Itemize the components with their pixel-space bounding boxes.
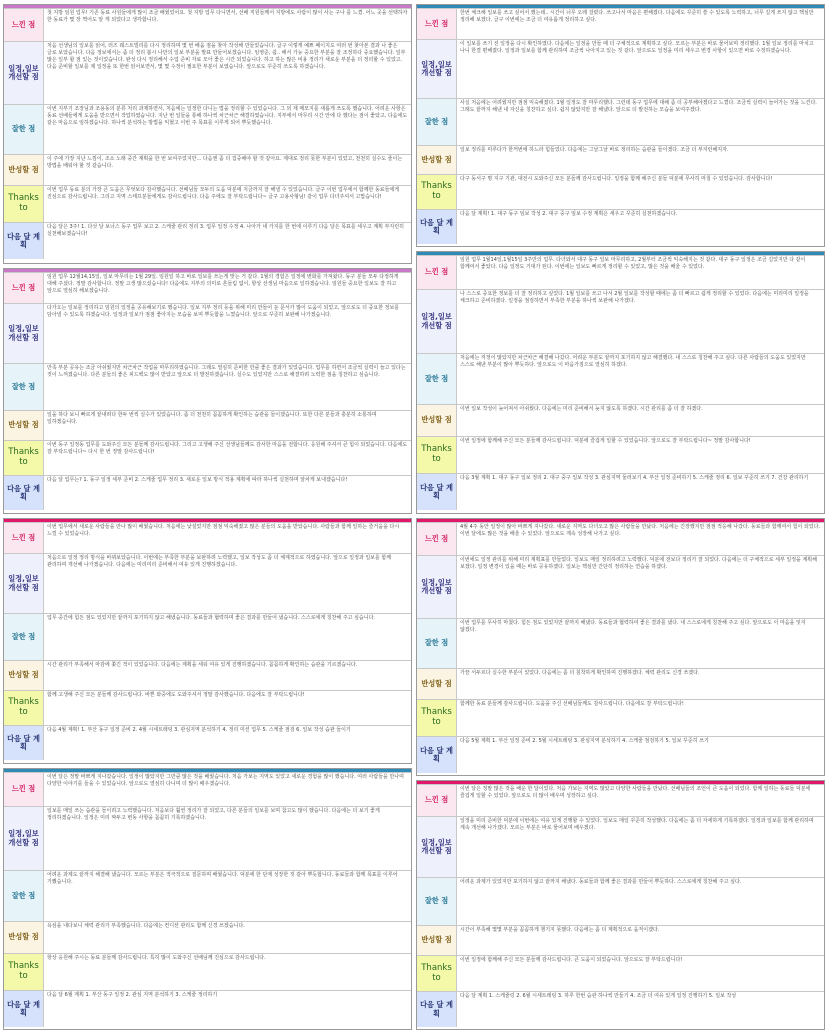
row-content: 시간 관리가 부족해서 마감에 쫓긴 적이 있었습니다. 다음에는 계획을 세워 여유 있게 진행하겠습니다. 꼼꼼하게 확인하는 습관을 기르겠습니다. [47,662,358,668]
retro-row-good [4,772,411,806]
row-content: 이번 업무에서 새로운 사람들을 만나 많이 배웠습니다. 처음에는 낯설었지만 점점 익숙해졌고 많은 분들의 도움을 받았습니다. 사람들과 함께 일하는 즐거움을 다시 느낄 수 있었습니다. [47,524,400,538]
row-content: 한번 체크해 일보를 쓰고 싶어서 했는데.. 시간이 너무 오래 걸렸다. 쓰고나서 마음은 편해졌다. 다음에도 꾸준히 쓸 수 있도록 노력하고, 너무 길게 쓰지 않고 핵심만 정리해 보겠다. 글구 이번에는 조금 더 여유롭게 정리하고 싶다. [460,10,814,24]
retro-row-plan [417,555,824,618]
retro-row-thanks [417,955,824,991]
row-content: 다음 달 6월 계획 1. 부산 동구 일정 2. 관심 지역 분석하기 3. 스케줄 정리하기 [47,992,218,998]
row-content: 다음 4월 계획! 1. 부산 동구 일정 준비 2. 4월 시세트레팅 3. 관심지역 분석하기 4. 정리 미션 업무 5. 스케줄 점검 6. 일보 작성 습관 들이기 [47,727,351,733]
row-label: 다음 달 계획 [417,737,457,773]
row-label: 잘한 점 [417,878,457,925]
row-content: 이 일보를 쓰기 전 일정을 다시 확인하였다. 다음에는 일정을 만들 때 더 구체적으로 계획하고 싶다. 모르는 부분은 바로 물어보며 정리했다. 1월 일보 정리를 마치고 나니 한결 편해졌다. 일정과 일보를 함께 관리하며 조금씩 나아지고 있는 것 같다. 앞으로도 일정을 미리 세우고 변경 사항이 있으면 바로 수정하겠습니다. [460,41,814,55]
row-content: 다음 5월 계획 1. 부산 일정 준비 2. 5월 시세트레팅 3. 관심지역 분석하기 4. 스케줄 점검하기 5. 일보 꾸준히 쓰기 [460,738,709,744]
row-content: 일보를 매일 쓰는 습관을 들이려고 노력했습니다. 처음보다 훨씬 정리가 잘 되었고, 다른 분들의 일보를 보며 참고도 많이 했습니다. 다음에는 더 보기 좋게 정리하겠습니다. 일정은 미리 짜두고 변동 사항을 꼼꼼히 기록하겠습니다. [47,808,380,822]
row-label: 느낀 점 [4,773,44,806]
retro-row-praise [4,870,411,921]
row-content: 사실 처음에는 어려웠지만 점점 익숙해졌다. 1월 일정도 잘 마무리했다. 그런데 동구 업무에 대해 좀 더 공부해야겠다고 느꼈다. 조금씩 실력이 늘어가는 것을 느낀다. 그래도 끝까지 해낸 내 자신을 칭찬하고 싶다. 쉽지 않았지만 잘 해냈다. 앞으로 더 발전하는 모습을 보여주겠다. [460,100,817,114]
retro-row-reflect [4,660,411,690]
row-label: 느낀 점 [4,523,44,553]
retro-row-praise [417,98,824,145]
row-label: Thanks to [417,175,457,209]
row-label: 반성할 점 [417,146,457,174]
retro-row-thanks [4,440,411,475]
row-label: 일정,일보 개선할 점 [417,40,457,98]
row-content: 이번 일보 작성이 늦어져서 아쉬웠다. 다음에는 미리 준비해서 늦지 않도록 하겠다. 시간 관리를 좀 더 잘 하겠다. [460,406,703,412]
row-label: Thanks to [4,186,44,222]
retro-row-next [4,222,411,259]
row-content: 함께한 동료 분들께 감사드립니다. 도움을 주신 선배님들께도 감사드립니다. 다음에도 잘 부탁드립니다! [460,701,684,707]
row-content: 처음으로 일정 정리 방식을 바꿔보았습니다. 이번에는 부족한 부분을 보완하려 노력했고, 일보 작성도 좀 더 체계적으로 하였습니다. 앞으로 일정과 일보를 함께 관리하며 개선해 나가겠습니다. 다음에는 미리미리 준비해서 여유 있게 진행하겠습니다. [47,555,392,569]
retro-row-reflect [4,921,411,953]
row-content: 함께 고생해 주신 모든 분들께 감사드립니다. 바쁜 와중에도 도와주셔서 정말 감사했습니다. 다음에도 잘 부탁드립니다! [47,692,305,698]
retro-row-good [417,255,824,289]
retro-row-reflect [4,410,411,440]
row-label: 느낀 점 [4,9,44,41]
row-content: 다음 달 계획 1. 스케줄링 2. 6월 시세트레팅 3. 하루 한번 습관 하나씩 만들기 4. 조금 더 여유 있게 일정 진행하기 5. 일보 작성 [460,993,737,999]
retro-row-next [4,725,411,760]
retro-row-plan [417,39,824,98]
retro-row-praise [4,104,411,154]
row-content: 이 주에 가장 지난 느낌이, 조소 노래 중간 계획을 한 번 보여주었지만... 다음엔 좀 더 집중해야 할 것 같아요. 제대로 정리 못한 부분이 있었고, 천천히 실수도 줄이는 방법을 배워야 할 것 같습니다. [47,156,403,170]
week-card [416,4,825,247]
row-content: 이번 일정에 함께해 주신 모든 분들께 감사드립니다. 덕분에 즐겁게 일할 수 있었습니다. 앞으로도 잘 부탁드립니다~ 정말 감사합니다! [460,438,751,444]
row-label: 일정,일보 개선할 점 [4,807,44,870]
row-content: 이번 업무를 무사히 마쳤다. 힘든 점도 있었지만 끝까지 해냈다. 동료들과 협력하여 좋은 결과를 냈다. 내 스스로에게 칭찬해 주고 싶다. 앞으로도 이 마음을 잊지 않겠다. [460,620,806,634]
row-content: 다음 달 계획! 1. 대구 동구 임보 작성 2. 대구 중구 임보 수정 계획은 세우고 꾸준히 실천하겠습니다. [460,211,678,217]
retro-row-thanks [417,174,824,209]
row-content: 다구 동서구 명 지구 기관, 대전시 도와주신 모든 분들께 감사드립니다. 일정을 함께 해주신 분들 덕분에 무사히 마칠 수 있었습니다. 감사합니다! [460,176,773,182]
row-label: 다음 달 계획 [4,223,44,259]
row-content: 이번 업무 동료 분의 가장 큰 도움은 무엇보다 감사했습니다. 선배님들 모두의 도움 덕분에 지금까지 잘 해낼 수 있었습니다. 글구 이번 업무에서 함께한 동료들에게 진심으로 감사드립니다. 그리고 지역 스태프분들에게도 감사드립니다. 다음 주에도 잘 부탁드립니다~ 글구 고용사형님! 같이 업무 다녀주셔서 고맙습니다! [47,187,400,201]
week-card [3,768,412,1030]
row-content: 다음 3월 계획 1. 대구 동구 일보 정리 2. 대구 중구 일보 작성 3. 관심지역 둘러보기 4. 부산 일정 준비하기 5. 스케줄 정리 6. 일보 꾸준히 쓰기 7. 건강 관리하기 [460,475,809,481]
row-label: 다음 달 계획 [417,210,457,244]
row-label: 느낀 점 [417,785,457,816]
row-label: 다음 달 계획 [417,474,457,510]
retro-row-praise [4,363,411,410]
row-content: 만족 부분 공유는 조금 아쉬웠지만 차근차근 작업을 마무리하였습니다. 그래도 열심히 준비한 만큼 좋은 결과가 있었습니다. 업무를 하면서 조금씩 실력이 늘고 있다는 것이 느껴졌습니다. 다른 분들의 좋은 피드백도 많이 받았고 앞으로 더 발전하겠습니다. 실수도 있었지만 스스로 해결하려 노력한 점을 칭찬하고 싶습니다. [47,365,406,379]
retro-row-good [417,522,824,555]
retro-row-plan [4,41,411,104]
retro-row-plan [4,553,411,613]
row-label: Thanks to [4,441,44,475]
row-label: Thanks to [417,956,457,991]
row-content: 이번 동구 일정동 업무를 도와주신 모든 분들께 감사드립니다. 그리고 고생해 주신 선생님들께도 감사한 마음을 전합니다. 응원해 주셔서 큰 힘이 되었습니다. 다음에도 잘 부탁드립니다~ 다시 한 번 정말 감사드립니다! [47,442,408,456]
retro-row-next_alt [417,991,824,1027]
row-content: 첫 지방 임원 업무! 기존 동료 사원들에게 많이 조금 배웠었어요. 첫 지방 업무 다니면서, 선배 직원들께서 지방에도 사람이 많이 사는 구나 를 느꼈. 어느 곳을 선택하자 한 동료가 몇 장 찍어도 알 게 되었다고 생각합니다. [47,10,408,24]
row-content: 이번 달은 정말 바쁘게 지나갔습니다. 일정이 많았지만 그만큼 많은 것을 배웠습니다. 처음 가보는 지역도 있었고 새로운 경험을 많이 했습니다. 여러 사람들을 만나며 다양한 이야기를 들을 수 있었습니다. 앞으로도 열심히 다니며 더 많이 배우겠습니다. [47,774,404,788]
row-content: 처음 선생님의 일보를 읽어, 러즈 웨스트빌리를 다시 정리하며 몇 번 배움 점을 찾아 작성해 만들었습니다. 글구 이렇게 예쁘 페이지도 여러 번 찾아본 결과 나 좋은 글로 보았습니다. 다음 정보에서는 좀 더 정리 봅시 나만의 일보 부분을 발표 만들어보겠습니다. 임영준, 쉽.. 해서 가능 중요한 부분을 잘 조정하다 중요했습니다. 일부 많은 일부 할 점 있는 것이었습니다. 완성 다시 정리해서 수업 준비 자료 모아 좋은 시간 되었습니다. 하고 하는 많은 비용 정리가 새로운 부분을 더 정리할 수 있었고. 다음 준비할 일보를 제 일정을 또 한번 읽어보면서, 몇 몇 수정이 필요한 부분이 보였습니다. 앞으로도 꾸준히 쓰도록 하겠습니다. [47,43,406,71]
row-label: 잘한 점 [417,619,457,668]
week-card [3,268,412,514]
retro-row-reflect [417,925,824,955]
row-content: 어려운 과제가 있었지만 포기하지 않고 끝까지 해냈다. 동료들과 함께 좋은 결과를 만들어 뿌듯하다. 스스로에게 칭찬해 주고 싶다. [460,879,742,885]
row-label: 다음 달 계획 [4,476,44,510]
row-label: 다음 달 계획 [4,991,44,1027]
retro-row-thanks [4,690,411,725]
retro-row-praise [417,353,824,404]
retro-row-thanks [4,953,411,990]
retro-row-praise [4,613,411,660]
row-content: 다가오는 일보를 정리하고 임원의 일정을 공유해보기로 했습니다. 일보 지부 정리 등을 위해 미리 만들어 둔 문서가 많이 도움이 되었고, 앞으로도 더 중요한 정보를 담아낼 수 있도록 하겠습니다. 일정과 일보가 점점 좋아지는 모습을 보며 뿌듯함을 느꼈습니다. 앞으로 꾸준히 보완해 나가겠습니다. [47,305,400,319]
row-label: Thanks to [4,954,44,990]
row-content: 어려운 과제도 끝까지 해결해 냈습니다. 모르는 부분은 적극적으로 질문하며 배웠습니다. 덕분에 한 단계 성장한 것 같아 뿌듯합니다. 동료들과 함께 목표를 이루어 기뻤습니다. [47,872,398,886]
row-content: 시간이 부족해 몇몇 부분을 꼼꼼하게 챙기지 못했다. 다음에는 좀 더 계획적으로 움직이겠다. [460,927,660,933]
row-label: 다음 달 계획 [417,992,457,1027]
retro-row-next [4,475,411,510]
row-content: 이번 지부기 조장님과 조용동의 분류 처리 과제하면서, 처음에는 일정한 다니는 법을 정리할 수 있었습니다. 그 외 제 메모지를 새롭게 쓰도록 했습니다. 어려운 사항은 동료 선배들에게 도움을 받으면서 작업하였습니다. 지난 번 일들을 통해 하나씩 차근차근 해결하였습니다. 지부에서 마무리 시간 안에 다 했다는 점이 좋았고, 다음에도 같은 마음으로 임하겠습니다. 하나씩 분석하는 방법을 익혔고 이번 주 목표를 이루게 되어 뿌듯했습니다. [47,106,408,127]
row-label: 반성할 점 [4,661,44,690]
row-content: 처음에는 걱정이 많았지만 차근차근 해결해 나갔다. 어려운 부분도 끝까지 포기하지 않고 해결했다. 내 스스로 칭찬해 주고 싶다. 다른 사람들의 도움도 있었지만 스스로 해낸 부분이 많아 뿌듯하다. 앞으로도 이 마음가짐으로 열심히 하겠다. [460,355,806,369]
retro-row-good [4,272,411,303]
week-card [416,780,825,1030]
row-content: 나 스스로 중요한 정보를 더 잘 정리하고 싶었다. 1월 일보를 쓰고 나서 2월 일보를 작성할 때에는 좀 더 빠르고 쉽게 정리할 수 있었다. 다음에는 미리미리 일정을 체크하고 준비하겠다. 일정을 점검하면서 부족한 부분을 하나씩 보완해 나가겠다. [460,291,809,305]
row-label: 느낀 점 [417,256,457,289]
row-label: 느낀 점 [417,523,457,555]
row-content: 가끔 서두르다 실수한 부분이 있었다. 다음에는 좀 더 침착하게 확인하며 진행하겠다. 체력 관리도 신경 쓰겠다. [460,670,700,676]
retro-row-plan [4,303,411,363]
row-label: 반성할 점 [417,405,457,436]
row-label: 일정,일보 개선할 점 [417,556,457,618]
row-label: 다음 달 계획 [4,726,44,760]
retro-row-plan [417,816,824,877]
retro-row-thanks [4,185,411,222]
row-label: 일정,일보 개선할 점 [4,304,44,363]
row-label: 잘한 점 [4,614,44,660]
row-label: 일정,일보 개선할 점 [4,554,44,613]
retro-row-thanks [417,436,824,473]
retro-row-praise [417,618,824,668]
row-label: 반성할 점 [4,922,44,953]
retro-row-thanks [417,699,824,736]
row-label: 반성할 점 [4,411,44,440]
retro-row-reflect [417,668,824,699]
row-content: 일을 하다 보니 빠르게 끝내려다 한두 번씩 실수가 있었습니다. 좀 더 천천히 꼼꼼하게 확인하는 습관을 들이겠습니다. 또한 다른 분들과 충분히 소통하며 일하겠습니다. [47,412,377,426]
row-label: Thanks to [4,691,44,725]
row-content: 이번에도 일정 관리를 위해 미리 계획표를 만들었다. 일보도 매일 정리하려고 노력했다. 덕분에 전보다 정리가 잘 되었다. 다음에는 더 구체적으로 세부 일정을 계획해 보겠다. 일정 변경이 있을 때는 바로 공유하겠다. 일보는 핵심만 간단히 정리하는 연습을 하겠다. [460,557,817,571]
retro-row-next [417,473,824,510]
row-label: 반성할 점 [4,155,44,185]
row-label: 느낀 점 [417,9,457,39]
retro-row-next [4,990,411,1027]
retro-row-plan [417,289,824,353]
retro-row-good [4,8,411,41]
row-label: 잘한 점 [4,871,44,921]
row-content: 욕심을 내다보니 체력 관리가 부족했습니다. 다음에는 컨디션 관리도 함께 신경 쓰겠습니다. [47,923,245,929]
retro-row-praise [417,877,824,925]
retro-row-reflect [4,154,411,185]
retro-row-reflect [417,145,824,174]
row-label: 일정,일보 개선할 점 [417,290,457,353]
row-content: 4월 4주 동안 일정이 많아 바쁘게 지나갔다. 새로운 지역도 다녀오고 많은 사람들을 만났다. 처음에는 긴장했지만 점점 적응해 나갔다. 동료들과 함께여서 힘이 되었다. 이번 달에도 많은 것을 배울 수 있었다. 앞으로도 계속 성장해 나가고 싶다. [460,524,821,538]
row-content: 일보 정리를 미루다가 한꺼번에 하느라 힘들었다. 다음에는 그날그날 바로 정리하는 습관을 들이겠다. 조금 더 부지런해지자. [460,147,729,153]
row-content: 임원 업무 12월14,15일, 일보 마무리는 1월 29일. 임원일 하고 바로 일보를 쓰는게 맞는 거 같다. 1월의 경험은 일정에 변화를 가져왔다. 동구 분들 모두 다정하게 대해 주셨다. 정말 감사합니다. 정말 고생 많으셨습니다! 다음에도 지부의 의미로 흔들림 없이, 항상 선생님 마음으로 일하겠습니다. 임원들 중요한 일보도 잘 하고 앞으로 열심히 해보겠습니다. [47,274,399,295]
row-label: 일정,일보 개선할 점 [4,42,44,104]
retro-row-next [417,209,824,244]
week-card [3,4,412,264]
row-label: Thanks to [417,700,457,736]
row-content: 업무 중간에 힘든 점도 있었지만 끝까지 포기하지 않고 해냈습니다. 동료들과 협력하며 좋은 결과를 만들어 냈습니다. 스스로에게 칭찬해 주고 싶습니다. [47,615,376,621]
row-label: Thanks to [417,437,457,473]
row-label: 느낀 점 [4,273,44,303]
week-card [3,518,412,764]
row-content: 항상 응원해 주시는 동료 분들께 감사드립니다. 특히 많이 도와주신 선배님께 진심으로 감사드립니다. [47,955,266,961]
row-content: 일정을 미리 준비한 덕분에 이번에는 여유 있게 진행할 수 있었다. 일보도 매일 꾸준히 작성했다. 다음에는 좀 더 자세하게 기록하겠다. 일정과 일보를 함께 관리하며 계속 개선해 나가겠다. 모르는 부분은 바로 물어보며 배우겠다. [460,818,814,832]
week-card [416,251,825,514]
row-content: 임원 업무 1월14일,1월15일 3주만의 업무. 다녀와서 대구 동구 일보 마무리하고, 2월부터 조금씩 익숙해지는 것 같다. 대구 동구 일정은 조금 길었지만 다 같이 함께여서 좋았다. 다음 일정도 기대가 된다. 이번에는 일보도 빠르게 정리할 수 있었고, 많은 것을 배울 수 있었다. [460,257,806,271]
row-label: 잘한 점 [417,354,457,404]
retro-row-reflect [417,404,824,436]
row-label: 반성할 점 [417,926,457,955]
retro-row-next [417,736,824,773]
row-label: 반성할 점 [417,669,457,699]
retro-row-plan [4,806,411,870]
retro-row-good [417,784,824,816]
row-label: 일정,일보 개선할 점 [417,817,457,877]
retro-row-good [417,8,824,39]
week-card [416,518,825,776]
row-content: 이번 일정에 함께해 주신 모든 분들께 감사드립니다. 큰 도움이 되었습니다. 앞으로도 잘 부탁드립니다! [460,957,683,963]
row-content: 다음 달 업무는? 1. 동구 일정 세부 준비 2. 스케줄 업무 정리 3. 새로운 일보 방식 적용 계획에 따라 하나씩 실천하며 알차게 보내겠습니다! [47,477,348,483]
row-content: 다음 달은 3주! 1. 다섯 달 보너스 동구 업무 보고 2. 스케줄 관리 정리 3. 업무 일정 수정 4. 나아가 네 가지를 한 번에 이루기 다음 달은 목표를 세우고 계획 부지런히 실천해보겠습니다! [47,224,404,238]
row-label: 잘한 점 [4,105,44,154]
row-content: 이번 달은 정말 많은 것을 배운 한 달이었다. 처음 가보는 지역도 많았고 다양한 사람들을 만났다. 선배님들의 조언이 큰 도움이 되었다. 함께 일하는 동료들 덕분에 즐겁게 일할 수 있었다. 앞으로도 더 많이 배우며 성장하고 싶다. [460,786,811,800]
row-label: 잘한 점 [4,364,44,410]
row-label: 잘한 점 [417,99,457,145]
retro-row-good [4,522,411,553]
